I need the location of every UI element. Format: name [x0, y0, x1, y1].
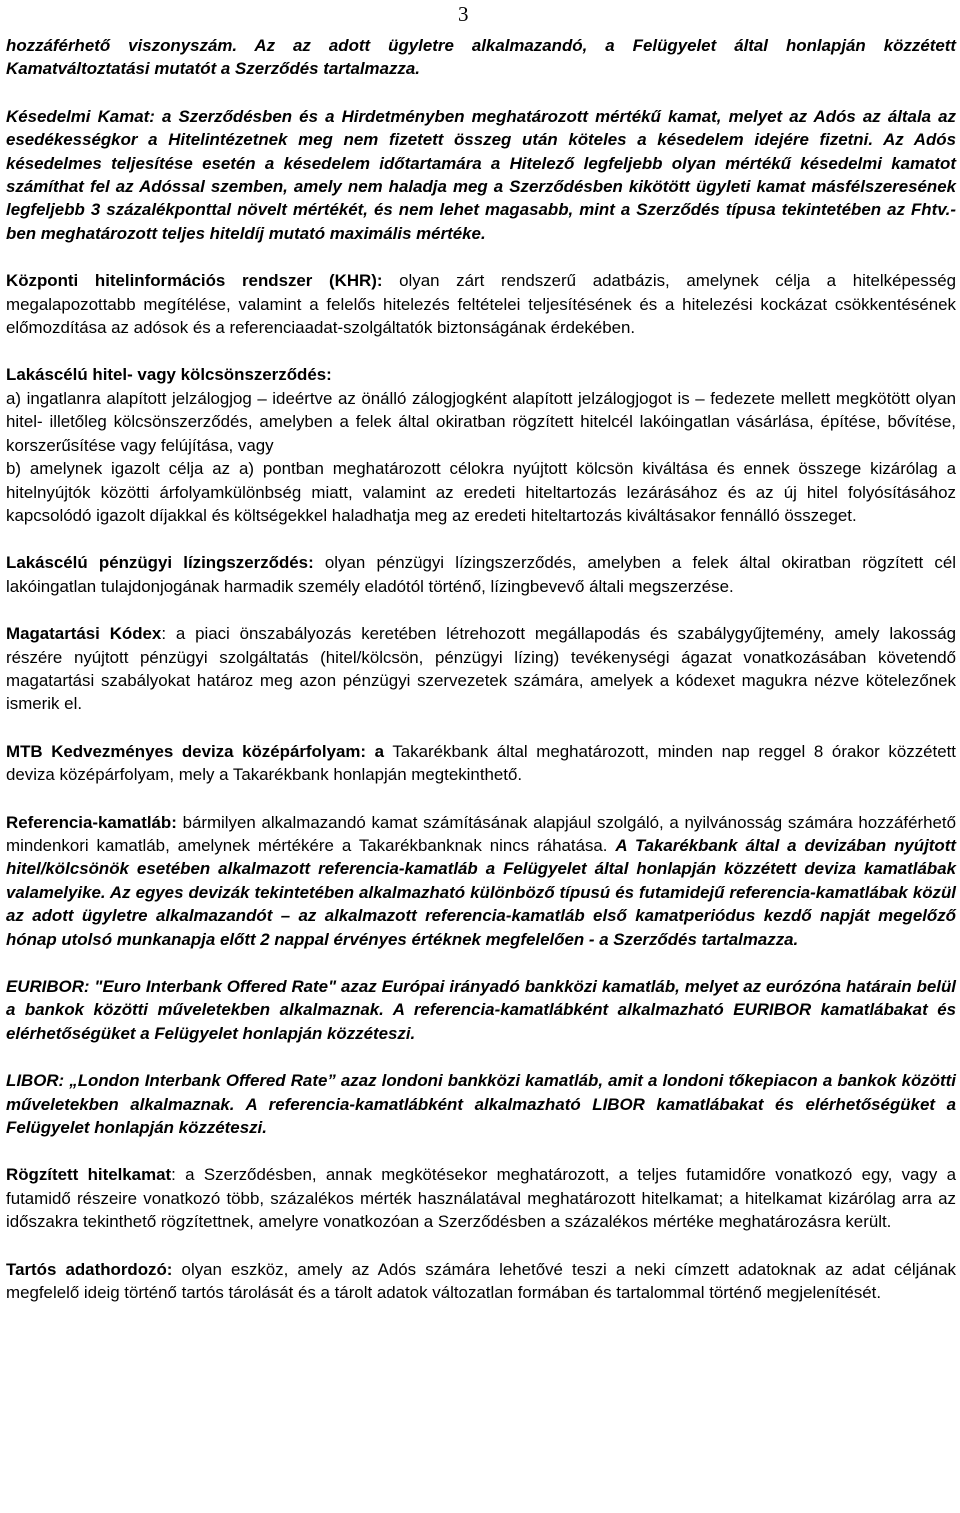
definition-text: Takarékbank által meghatározott, minden nap reggel 8 órakor közzétett deviza középárfolyam, mely a Takarékbank honlapján megtekinthető.: [6, 741, 957, 785]
definition-text: a) ingatlanra alapított jelzálogjog – ideértve az önálló zálogjogként alapított jelzálogjogot is – fedezete mellett megkötött olyan hitel- illetőleg kölcsönszerződés, amelyben a felek által okiratban rögzített hitelcél lakóingatlan vásárlása, építése, bővítése, korszerűsítése vagy felújítása, vagy: [6, 388, 956, 455]
definition-term: Magatartási Kódex: [6, 624, 162, 644]
definition-term: EURIBOR: "Euro Interbank Offered Rate" azaz Európai irányadó bankközi kamatláb, melyet az eurózóna határain belül a bankok közötti műveletekben alkalmaznak. A referencia-kamatlábként alkalmazható EURIBOR kamatlábakat és elérhetőségüket a Felügyelet honlapján közzéteszi.: [6, 977, 956, 1043]
definition-term: Tartós adathordozó:: [6, 1259, 173, 1279]
definition-term: Központi hitelinformációs rendszer (KHR):: [6, 271, 383, 291]
definition-term: LIBOR: „London Interbank Offered Rate” azaz londoni bankközi kamatláb, amit a londoni tőkepiacon a bankok közötti műveletekben alkalmaznak. A referencia-kamatlábként alkalmazható LIBOR kamatlábakat és elérhetőségüket a Felügyelet honlapján közzéteszi.: [6, 1071, 956, 1138]
definition-term: MTB Kedvezményes deviza középárfolyam: a: [6, 741, 385, 761]
definition-text: A Takarékbank által a devizában nyújtott hitel/kölcsönök esetében alkalmazott referencia-kamatláb a Felügyelet által honlapján közzétett deviza kamatlábak valamelyike. Az egyes devizák tekintetében alkalmazható különböző típusú és futamidejű referencia-kamatlábak közül az adott ügyletre alkalmazandót – az alkalmazott referencia-kamatláb első kamatperiódus kezdő napját megelőző hónap utolsó munkanapja előtt 2 nappal érvényes értéknek megfelelően - a Szerződés tartalmazza.: [6, 835, 956, 949]
definition-lizing: [6, 551, 956, 598]
definition-mtb: [6, 740, 956, 787]
definition-euribor: [6, 975, 956, 1045]
definition-khr: [6, 269, 956, 339]
definition-referencia: [6, 811, 956, 951]
definition-term: Referencia-kamatláb:: [6, 812, 177, 832]
definition-lakascelu-hitel: [6, 363, 956, 527]
definition-text: b) amelynek igazolt célja az a) pontban meghatározott célokra nyújtott kölcsön kiváltása és ennek összege kizárólag a hitelnyújtók közötti árfolyamkülönbség miatt, valamint az eredeti hiteltartozás lezárásához és az új hitel folyósításához kapcsolódó igazolt díjakkal és költségekkel haladhatja meg az eredeti hiteltartozás kiváltásakor fennálló összeget.: [6, 459, 956, 525]
definition-term: Rögzített hitelkamat: [6, 1165, 172, 1185]
definition-term: hozzáférhető viszonyszám. Az az adott ügyletre alkalmazandó, a Felügyelet által honlapján közzétett Kamatváltoztatási mutatót a Szerződés tartalmazza.: [6, 36, 956, 79]
document-body: [6, 34, 956, 1328]
definition-term: Lakáscélú pénzügyi lízingszerződés:: [6, 553, 314, 573]
definition-rogzitett: [6, 1163, 956, 1233]
definition-viszonyszam: [6, 34, 956, 81]
page-number: 3: [458, 2, 469, 26]
definition-kesedelmi-kamat: [6, 105, 956, 245]
definition-text: bármilyen alkalmazandó kamat számításának alapjául szolgáló, a nyilvánosság számára hozzáférhető mindenkori kamatláb, amelynek mértékére a Takarékbanknak nincs ráhatása.: [6, 812, 956, 855]
definition-text: : a Szerződésben, annak megkötésekor meghatározott, a teljes futamidőre vonatkozó egy, vagy a futamidő részeire vonatkozó több, százalékos mérték használatával meghatározott hitelkamat; a hitelkamat kizárólag arra az időszakra tekinthető rögzítettnek, amelyre vonatkozóan a Szerződésben a százalékos mértéke meghatározásra került.: [6, 1165, 956, 1232]
definition-term: Késedelmi Kamat: a Szerződésben és a Hirdetményben meghatározott mértékű kamat, melyet az Adós az általa az esedékességkor a Hitelintézetnek meg nem fizetett összeg után köteles a késedelem idejére fizetni. Az Adós késedelmes teljesítése esetén a késedelem időtartamára a Hitelező legfeljebb olyan mértékű késedelmi kamatot számíthat fel az Adóssal szemben, amely nem haladja meg a Szerződésben kikötött ügyleti kamat másfélszeresének legfeljebb 3 százalékponttal növelt mértékét, és nem lehet magasabb, mint a Szerződés típusa tekintetében az Fhtv.-ben meghatározott teljes hiteldíj mutató maximális mértéke.: [6, 106, 956, 243]
definition-kodex: [6, 622, 956, 716]
definition-term: Lakáscélú hitel- vagy kölcsönszerződés:: [6, 365, 332, 385]
definition-text: olyan zárt rendszerű adatbázis, amelynek célja a hitelképesség megalapozottabb megítélése, valamint a felelős hitelezés feltételei teljesítésének és a hitelezési kockázat csökkentésének előmozdítása az adósok és a referenciaadat-szolgáltatók biztonságának érdekében.: [6, 271, 956, 338]
definition-libor: [6, 1069, 956, 1139]
definition-text: olyan pénzügyi lízingszerződés, amelyben a felek által okiratban rögzített cél lakóingatlan tulajdonjogának harmadik személy eladótól történő, lízingbevevő általi megszerzése.: [6, 553, 956, 596]
definition-adathordozo: [6, 1258, 956, 1305]
definition-text: olyan eszköz, amely az Adós számára lehetővé teszi a neki címzett adatoknak az adat céljának megfelelő ideig történő tartós tárolását és a tárolt adatok változatlan formában és tartalommal történő megjelenítését.: [6, 1259, 956, 1303]
definition-text: : a piaci önszabályozás keretében létrehozott megállapodás és szabálygyűjtemény, amely lakosság részére nyújtott pénzügyi szolgáltatás (hitel/kölcsön, pénzügyi lízing) tevékenységi ágazat vonatkozásában követendő magatartási szabályokat határoz meg azon pénzügyi szervezetek számára, amelyek a kódexet magukra nézve kötelezőnek ismerik el.: [6, 624, 957, 714]
